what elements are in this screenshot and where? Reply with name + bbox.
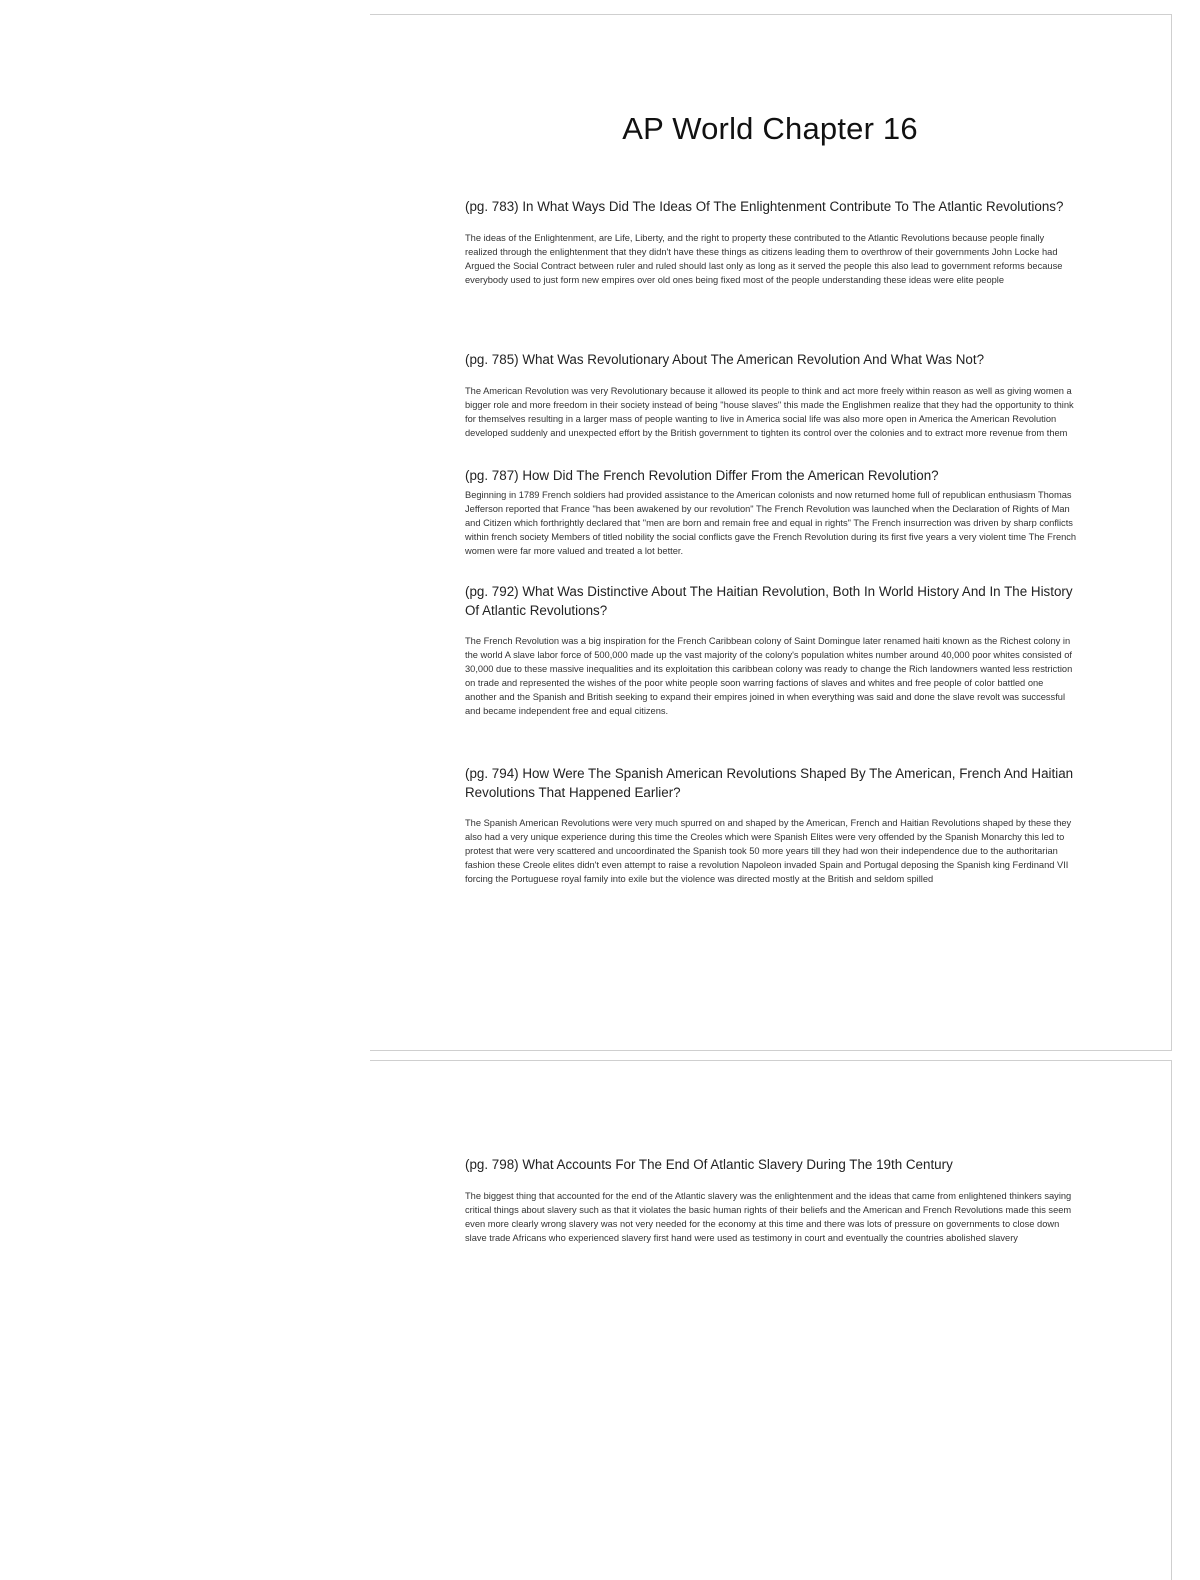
section-body: The American Revolution was very Revolutionary because it allowed its people to think and act more freely within reason as well as giving women a bigger role and more freedom in their society instead of being "house slaves" this made the Englishmen realize that they had the opportunity to think for themselves resulting in a larger mass of people wanting to live in America social life was also more open in America the American Revolution developed suddenly and unexpected effort by the British government to tighten its control over the colonies and to extract more revenue from them: [465, 385, 1074, 438]
document-page-1: [370, 14, 1172, 1051]
section-spanish-american-revolutions: [465, 765, 1077, 886]
section-end-of-slavery: [465, 1156, 1077, 1245]
section-enlightenment: [465, 198, 1077, 287]
section-heading: (pg. 794) How Were The Spanish American Revolutions Shaped By The American, French And Haitian Revolutions That Happened Earlier?: [465, 766, 1074, 800]
section-heading: (pg. 787) How Did The French Revolution Differ From the American Revolution?: [465, 468, 939, 483]
section-body: The ideas of the Enlightenment, are Life, Liberty, and the right to property these contributed to the Atlantic Revolutions because people finally realized through the enlightenment that they didn't have these things as citizens leading them to overthrow of their governments John Locke had Argued the Social Contract between ruler and ruled should last only as long as it served the people this also lead to government reforms because everybody used to just form new empires over old ones being fixed most of the people understanding these ideas were elite people: [465, 232, 1063, 285]
section-heading: (pg. 783) In What Ways Did The Ideas Of The Enlightenment Contribute To The Atlantic Revolutions?: [465, 199, 1064, 214]
section-american-revolution: [465, 351, 1077, 440]
document-page-2: [370, 1060, 1172, 1580]
section-body: The French Revolution was a big inspiration for the French Caribbean colony of Saint Domingue later renamed haiti known as the Richest colony in the world A slave labor force of 500,000 made up the vast majority of the colony's population whites number around 40,000 poor whites consisted of 30,000 due to these massive inequalities and its exploitation this caribbean colony was ready to change the Rich landowners wanted less restriction on trade and represented the wishes of the poor white people soon warring factions of slaves and whites and free people of color battled one another and the Spanish and British seeking to expand their empires joined in when everything was said and done the slave revolt was successful and became independent free and equal citizens.: [465, 636, 1073, 716]
section-heading: (pg. 792) What Was Distinctive About The Haitian Revolution, Both In World History And In The History Of Atlantic Revolutions?: [465, 584, 1073, 618]
section-body: Beginning in 1789 French soldiers had provided assistance to the American colonists and now returned home full of republican enthusiasm Thomas Jefferson reported that France "has been awakened by our revolution" The French Revolution was launched when the Declaration of Rights of Man and Citizen which forthrightly declared that "men are born and remain free and equal in rights" The French insurrection was driven by sharp conflicts within french society Members of titled nobility the social conflicts gave the French Revolution during its first five years a very violent time The French women were far more valued and treated a lot better.: [465, 489, 1077, 556]
document-title: AP World Chapter 16: [622, 111, 918, 146]
section-body: The Spanish American Revolutions were very much spurred on and shaped by the American, French and Haitian Revolutions shaped by these they also had a very unique experience during this time the Creoles which were Spanish Elites were very offended by the Spanish Monarchy this led to protest that were very scattered and uncoordinated the Spanish took 50 more years till they had won their independence due to the authoritarian fashion these Creole elites didn't even attempt to raise a revolution Napoleon invaded Spain and Portugal deposing the Spanish king Ferdinand VII forcing the Portuguese royal family into exile but the violence was directed mostly at the British and seldom spilled: [465, 818, 1072, 884]
section-french-revolution: [465, 467, 1077, 558]
section-haitian-revolution: [465, 583, 1077, 718]
section-body: The biggest thing that accounted for the end of the Atlantic slavery was the enlightenment and the ideas that came from enlightened thinkers saying critical things about slavery such as that it violates the basic human rights of their beliefs and the American and French Revolutions made this seem even more clearly wrong slavery was not very needed for the economy at this time and there was lots of pressure on governments to close down slave trade Africans who experienced slavery first hand were used as testimony in court and eventually the countries abolished slavery: [465, 1190, 1072, 1243]
section-heading: (pg. 785) What Was Revolutionary About The American Revolution And What Was Not?: [465, 352, 985, 367]
section-heading: (pg. 798) What Accounts For The End Of Atlantic Slavery During The 19th Century: [465, 1157, 953, 1172]
